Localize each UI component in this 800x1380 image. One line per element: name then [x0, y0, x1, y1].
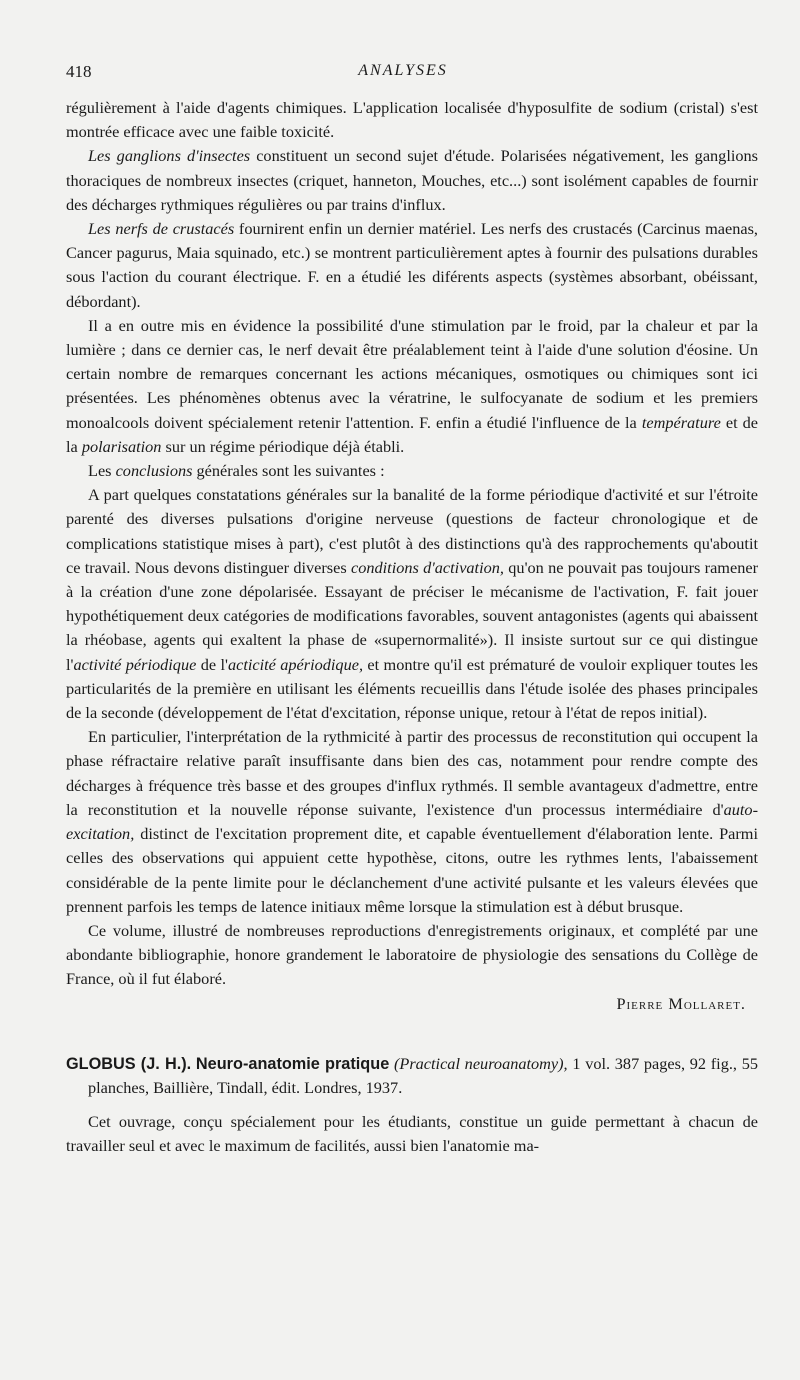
review-title-english: (Practical neuroanatomy), [393, 1053, 568, 1073]
article-body [66, 96, 758, 1159]
review-author: GLOBUS (J. H.). [66, 1054, 192, 1073]
emphasis: Les nerfs de crustacés [88, 219, 235, 239]
paragraph-2: Les ganglions d'insectes constituent un second sujet d'étude. Polarisées négativement, les ganglions thoraciques de nombreux insectes (criquet, hanneton, Mouches, etc...) sont isolément capables de fournir des décharges rythmiques régulières ou par trains d'influx. [66, 146, 758, 214]
divider [66, 1016, 758, 1030]
page-number: 418 [66, 62, 92, 81]
signature: Pierre Mollaret. [616, 993, 746, 1013]
emphasis: conclusions [115, 461, 193, 481]
emphasis: Les ganglions d'insectes [88, 146, 251, 166]
emphasis: auto-excitation, [66, 799, 758, 844]
emphasis: activité périodique [73, 654, 197, 674]
paragraph-4: Il a en outre mis en évidence la possibilité d'une stimulation par le froid, par la chaleur et par la lumière ; dans ce dernier cas, le nerf devait être préalablement teint à l'aide d'une solution d'éosine. Un certain nombre de remarques concernant les actions mécaniques, osmotiques ou chimiques sont ici présentées. Les phénomènes obtenus avec la vératrine, le sulfocyanate de sodium et les premiers monoalcools doivent spécialement retenir l'attention. F. enfin a étudié l'influence de la température et de la polarisation sur un régime périodique déjà établi. [66, 315, 758, 456]
paragraph-1: régulièrement à l'aide d'agents chimiques. L'application localisée d'hyposulfite de sodium (cristal) s'est montrée efficace avec une faible toxicité. [66, 98, 758, 142]
review-title: Neuro-anatomie pratique [195, 1054, 390, 1073]
emphasis: acticité apériodique, [227, 654, 364, 674]
paragraph-3: Les nerfs de crustacés fournirent enfin un dernier matériel. Les nerfs des crustacés (Carcinus maenas, Cancer pagurus, Maia squinado, etc.) se montrent particulièrement aptes à fournir des pulsations durables sous l'action du courant électrique. F. en a étudié les diférents aspects (systèmes absorbant, obéissant, débordant). [66, 219, 758, 311]
paragraph-8: Ce volume, illustré de nombreuses reproductions d'enregistrements originaux, et complété par une abondante bibliographie, honore grandement le laboratoire de physiologie des sensations du Collège de France, où il fut élaboré. [66, 920, 758, 989]
paragraph-7: En particulier, l'interprétation de la rythmicité à partir des processus de reconstitution qui occupent la phase réfractaire relative paraît insuffisante dans bien des cas, notamment pour rendre compte des décharges à fréquence très basse et des groupes d'influx rythmés. Il semble avantageux d'admettre, entre la reconstitution et la nouvelle réponse suivante, l'existence d'un processus intermédiaire d'auto-excitation, distinct de l'excitation proprement dite, et capable éventuellement d'élaboration lente. Parmi celles des observations qui appuient cette hypothèse, citons, outre les rythmes lents, l'abaissement considérable de la pente limite pour le déclanchement d'une activité pulsante et les valeurs élevées que prennent parfois les temps de latence initiaux même lorsque la stimulation est à début brusque. [66, 727, 758, 916]
page-header [66, 62, 740, 86]
emphasis: conditions d'activation, [351, 557, 504, 577]
running-title: ANALYSES [358, 62, 448, 79]
paragraph-6: A part quelques constatations générales sur la banalité de la forme périodique d'activité et sur l'étroite parenté des diverses pulsations d'origine nerveuse (questions de facteur chronologique et de complications statistique mises à part), c'est plutôt à des distinctions qu'à des rapprochements qu'aboutit ce travail. Nous devons distinguer diverses conditions d'activation, qu'on ne pouvait pas toujours ramener à la création d'une zone dépolarisée. Essayant de préciser le mécanisme de l'activation, F. fait jouer hypothétiquement deux catégories de modifications favorables, souvent antagonistes (agents qui abaissent la rhéobase, agents qui exaltent la phase de «supernormalité»). Il insiste surtout sur ce qui distingue l'activité périodique de l'acticité apériodique, et montre qu'il est prématuré de vouloir expliquer toutes les particularités de la première en utilisant les éléments recueillis dans l'étude isolée des phases principales de la seconde (développement de l'état d'excitation, réponse unique, retour à l'état de repos initial). [66, 485, 759, 723]
review-citation [66, 1052, 758, 1100]
paragraph-5: Les conclusions générales sont les suivantes : [88, 461, 385, 481]
emphasis: température [641, 412, 721, 432]
review-text: Cet ouvrage, conçu spécialement pour les étudiants, constitue un guide permettant à chacun de travailler seul et avec le maximum de facilités, aussi bien l'anatomie ma- [66, 1112, 758, 1156]
review-details: 1 vol. 387 pages, 92 fig., 55 planches, Baillière, Tindall, édit. Londres, 1937. [88, 1053, 758, 1097]
emphasis: polarisation [81, 436, 162, 456]
